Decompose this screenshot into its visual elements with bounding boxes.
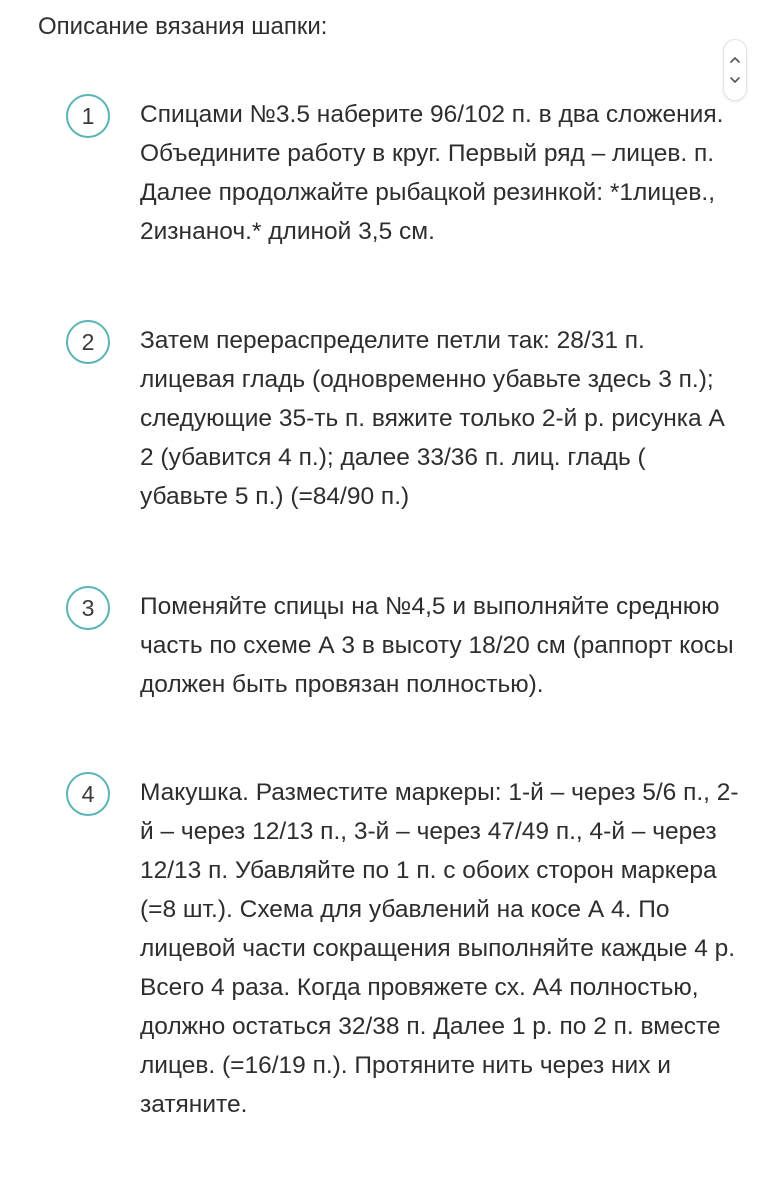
step-number-badge: 3 [66,586,110,630]
chevron-down-icon[interactable] [729,76,741,84]
chevron-up-icon[interactable] [729,56,741,64]
step-text: Затем перераспределите петли так: 28/31 п. лицевая гладь (одновременно убавьте здесь 3 п.); следующие 35-ть п. вяжите только 2-й р. рисунка А 2 (убавится 4 п.); далее 33/36 п. лиц. гладь ( убавьте 5 п.) (=84/90 п.) [140,327,725,510]
step-text: Макушка. Разместите маркеры: 1-й – через 5/6 п., 2-й – через 12/13 п., 3-й – через 47/49 п., 4-й – через 12/13 п. Убавляйте по 1 п. с обоих сторон маркера (=8 шт.). Схема для убавлений на косе А 4. По лицевой части сокращения выполняйте каждые 4 р. Всего 4 раза. Когда провяжете сх. А4 полностью, должно остаться 32/38 п. Далее 1 р. по 2 п. вместе лицев. (=16/19 п.). Протяните нить через них и затяните. [140,779,739,1118]
step-text: Спицами №3.5 наберите 96/102 п. в два сложения. Объедините работу в круг. Первый ряд – лицев. п. Далее продолжайте рыбацкой резинкой: *1лицев., 2изнаноч.* длиной 3,5 см. [140,101,724,245]
scroll-control[interactable] [724,40,746,100]
step-number-badge: 2 [66,320,110,364]
step-number-badge: 1 [66,94,110,138]
step-number-badge: 4 [66,772,110,816]
step-text: Поменяйте спицы на №4,5 и выполняйте среднюю часть по схеме А 3 в высоту 18/20 см (раппорт косы должен быть провязан полностью). [140,593,734,698]
page-title: Описание вязания шапки: [38,13,328,40]
